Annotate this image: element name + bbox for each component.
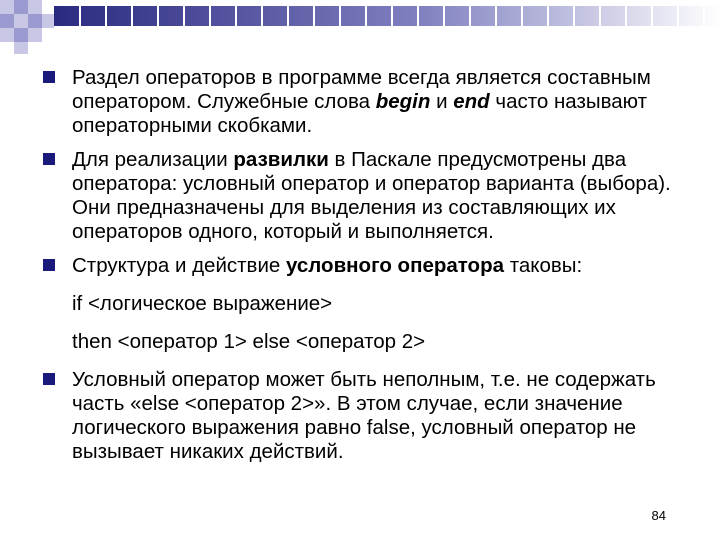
bullet-item: Условный оператор может быть неполным, т.е. не содержать часть «else <оператор 2>». В этом случае, если значение логического выражения равно false, условный оператор не вызывает никаких действий. xyxy=(40,368,680,464)
bullet-item: Структура и действие условного оператора таковы: xyxy=(40,254,680,278)
slide-body xyxy=(40,66,680,464)
code-line-then: then <оператор 1> else <оператор 2> xyxy=(72,330,426,353)
header-decoration xyxy=(0,0,720,60)
code-line-if: if <логическое выражение> xyxy=(72,292,333,315)
page-number: 84 xyxy=(651,508,666,523)
bullet-item: Для реализации развилки в Паскале предусмотрены два оператора: условный оператор и оператор варианта (выбора). Они предназначены для выделения из составляющих их операторов одного, который и выполняется. xyxy=(40,148,680,244)
header-band xyxy=(54,6,720,26)
square-bullet-icon xyxy=(43,153,55,165)
bullet-item: Раздел операторов в программе всегда является составным оператором. Служебные слова begin и end часто называют операторными скобками. xyxy=(40,66,680,138)
square-bullet-icon xyxy=(43,373,55,385)
square-bullet-icon xyxy=(43,71,55,83)
square-bullet-icon xyxy=(43,259,55,271)
